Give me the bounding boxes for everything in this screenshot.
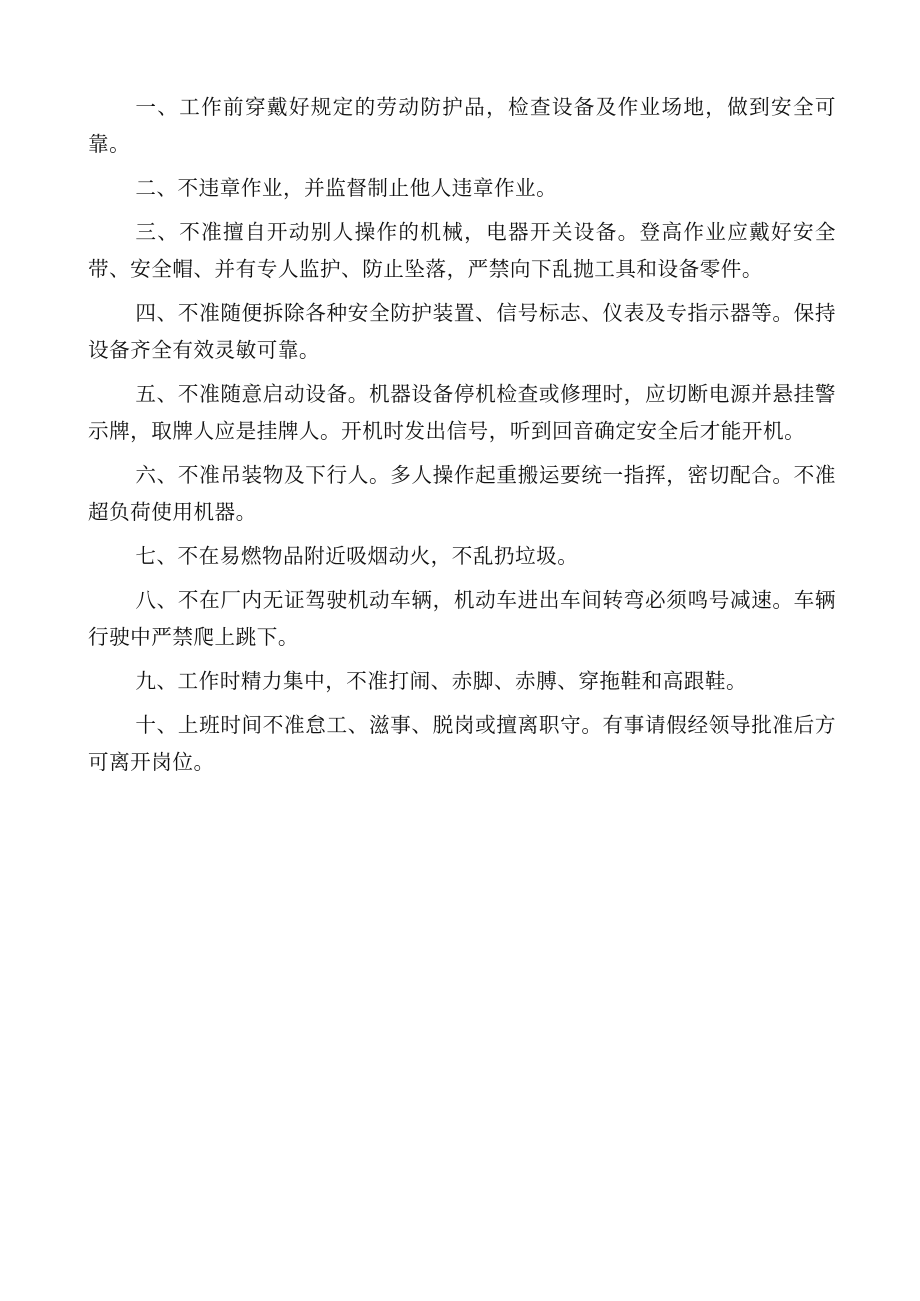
rule-paragraph-2: 二、不违章作业，并监督制止他人违章作业。 (135, 176, 558, 200)
rule-paragraph-7: 七、不在易燃物品附近吸烟动火，不乱扔垃圾。 (135, 544, 579, 568)
rule-paragraph-9: 九、工作时精力集中，不准打闹、赤脚、赤膊、穿拖鞋和高跟鞋。 (135, 669, 748, 693)
rule-paragraph-4: 四、不准随便拆除各种安全防护装置、信号标志、仪表及专指示器等。保持设备齐全有效灵敏可靠。 (88, 301, 836, 362)
rule-paragraph-1: 一、工作前穿戴好规定的劳动防护品，检查设备及作业场地，做到安全可靠。 (88, 95, 836, 156)
rule-paragraph-10: 十、上班时间不准怠工、滋事、脱岗或擅离职守。有事请假经领导批准后方可离开岗位。 (88, 713, 836, 774)
safety-rules-body (88, 89, 836, 788)
rule-paragraph-3: 三、不准擅自开动别人操作的机械，电器开关设备。登高作业应戴好安全带、安全帽、并有专人监护、防止坠落，严禁向下乱抛工具和设备零件。 (88, 220, 836, 281)
rule-paragraph-5: 五、不准随意启动设备。机器设备停机检查或修理时，应切断电源并悬挂警示牌，取牌人应是挂牌人。开机时发出信号，听到回音确定安全后才能开机。 (88, 382, 836, 443)
rule-paragraph-8: 八、不在厂内无证驾驶机动车辆，机动车进出车间转弯必须鸣号减速。车辆行驶中严禁爬上跳下。 (88, 588, 836, 649)
rule-paragraph-6: 六、不准吊装物及下行人。多人操作起重搬运要统一指挥，密切配合。不准超负荷使用机器。 (88, 463, 836, 524)
